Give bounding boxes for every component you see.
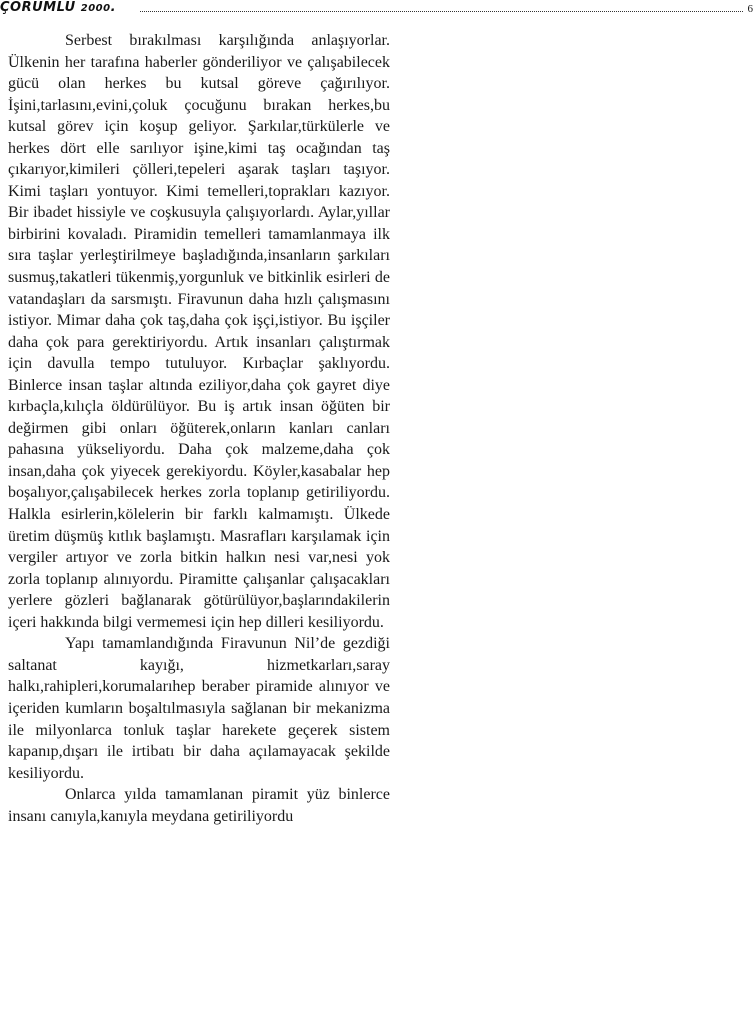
paragraph-2: Yapı tamamlandığında Firavunun Nil’de gezdiği saltanat kayığı, hizmetkarları,saray halkı,rahipleri,korumalarıhep beraber piramide alınıyor ve içeriden kumların boşaltılmasıyla sağlanan bir mekanizma ile milyonlarca tonluk taşlar harekete geçerek sistem kapanıp,dışarı ile irtibatı bir daha açılamayacak şekilde kesiliyordu. [8,635,390,782]
publication-name: ÇORUMLU [0,0,76,15]
paragraph-3: Onlarca yılda tamamlanan piramit yüz binlerce insanı canıyla,kanıyla meydana getiriliyordu [8,786,390,825]
publication-title: ÇORUMLU 2000. [0,0,117,15]
page-number: 6 [747,3,753,15]
article-column [8,30,390,827]
page-header [0,0,753,18]
paragraph-1: Serbest bırakılması karşılığında anlaşıyorlar. Ülkenin her tarafına haberler gönderiliyor ve çalışabilecek gücü olan herkes bu kutsal göreve çağırılıyor. İşini,tarlasını,evini,çoluk çocuğunu bırakan herkes,bu kutsal görev için koşup geliyor. Şarkılar,türkülerle ve herkes dört elle sarılıyor işine,kimi taş ocağından taş çıkarıyor,kimileri çölleri,tepeleri aşarak taşları taşıyor. Kimi taşları yontuyor. Kimi temelleri,toprakları kazıyor. Bir ibadet hissiyle ve coşkusuyla çalışıyorlardı. Aylar,yıllar birbirini kovaladı. Piramidin temelleri tamamlanmaya ilk sıra taşlar yerleştirilmeye başladığında,insanların şarkıları susmuş,takatleri tükenmiş,yorgunluk ve bitkinlik esirleri de vatandaşları da sarsmıştı. Firavunun daha hızlı çalışmasını istiyor. Mimar daha çok taş,daha çok işçi,istiyor. Bu işçiler daha çok para gerektiriyordu. Artık insanları çalıştırmak için davulla tempo tutuluyor. Kırbaçlar şaklıyordu. Binlerce insan taşlar altında eziliyor,daha çok gayret diye kırbaçla,kılıçla öldürülüyor. Bu iş artık insan öğüten bir değirmen gibi onları öğüterek,onların kanları canları pahasına yükseliyordu. Daha çok malzeme,daha çok insan,daha çok yiyecek gerekiyordu. Köyler,kasabalar hep boşalıyor,çalışabilecek herkes zorla toplanıp getiriliyordu. Halkla esirlerin,kölelerin bir farklı kalmamıştı. Ülkede üretim düşmüş kıtlık başlamıştı. Masrafları karşılamak için vergiler artıyor ve zorla bitkin halkın nesi var,nesi yok zorla toplanıp alınıyordu. Piramitte çalışanlar çalışacakları yerlere gözleri bağlanarak götürülüyor,başlarındakilerin içeri hakkında bilgi vermemesi için hep dilleri kesiliyordu. [8,32,390,631]
dotted-leader [140,11,743,12]
publication-year: 2000 [80,3,111,14]
